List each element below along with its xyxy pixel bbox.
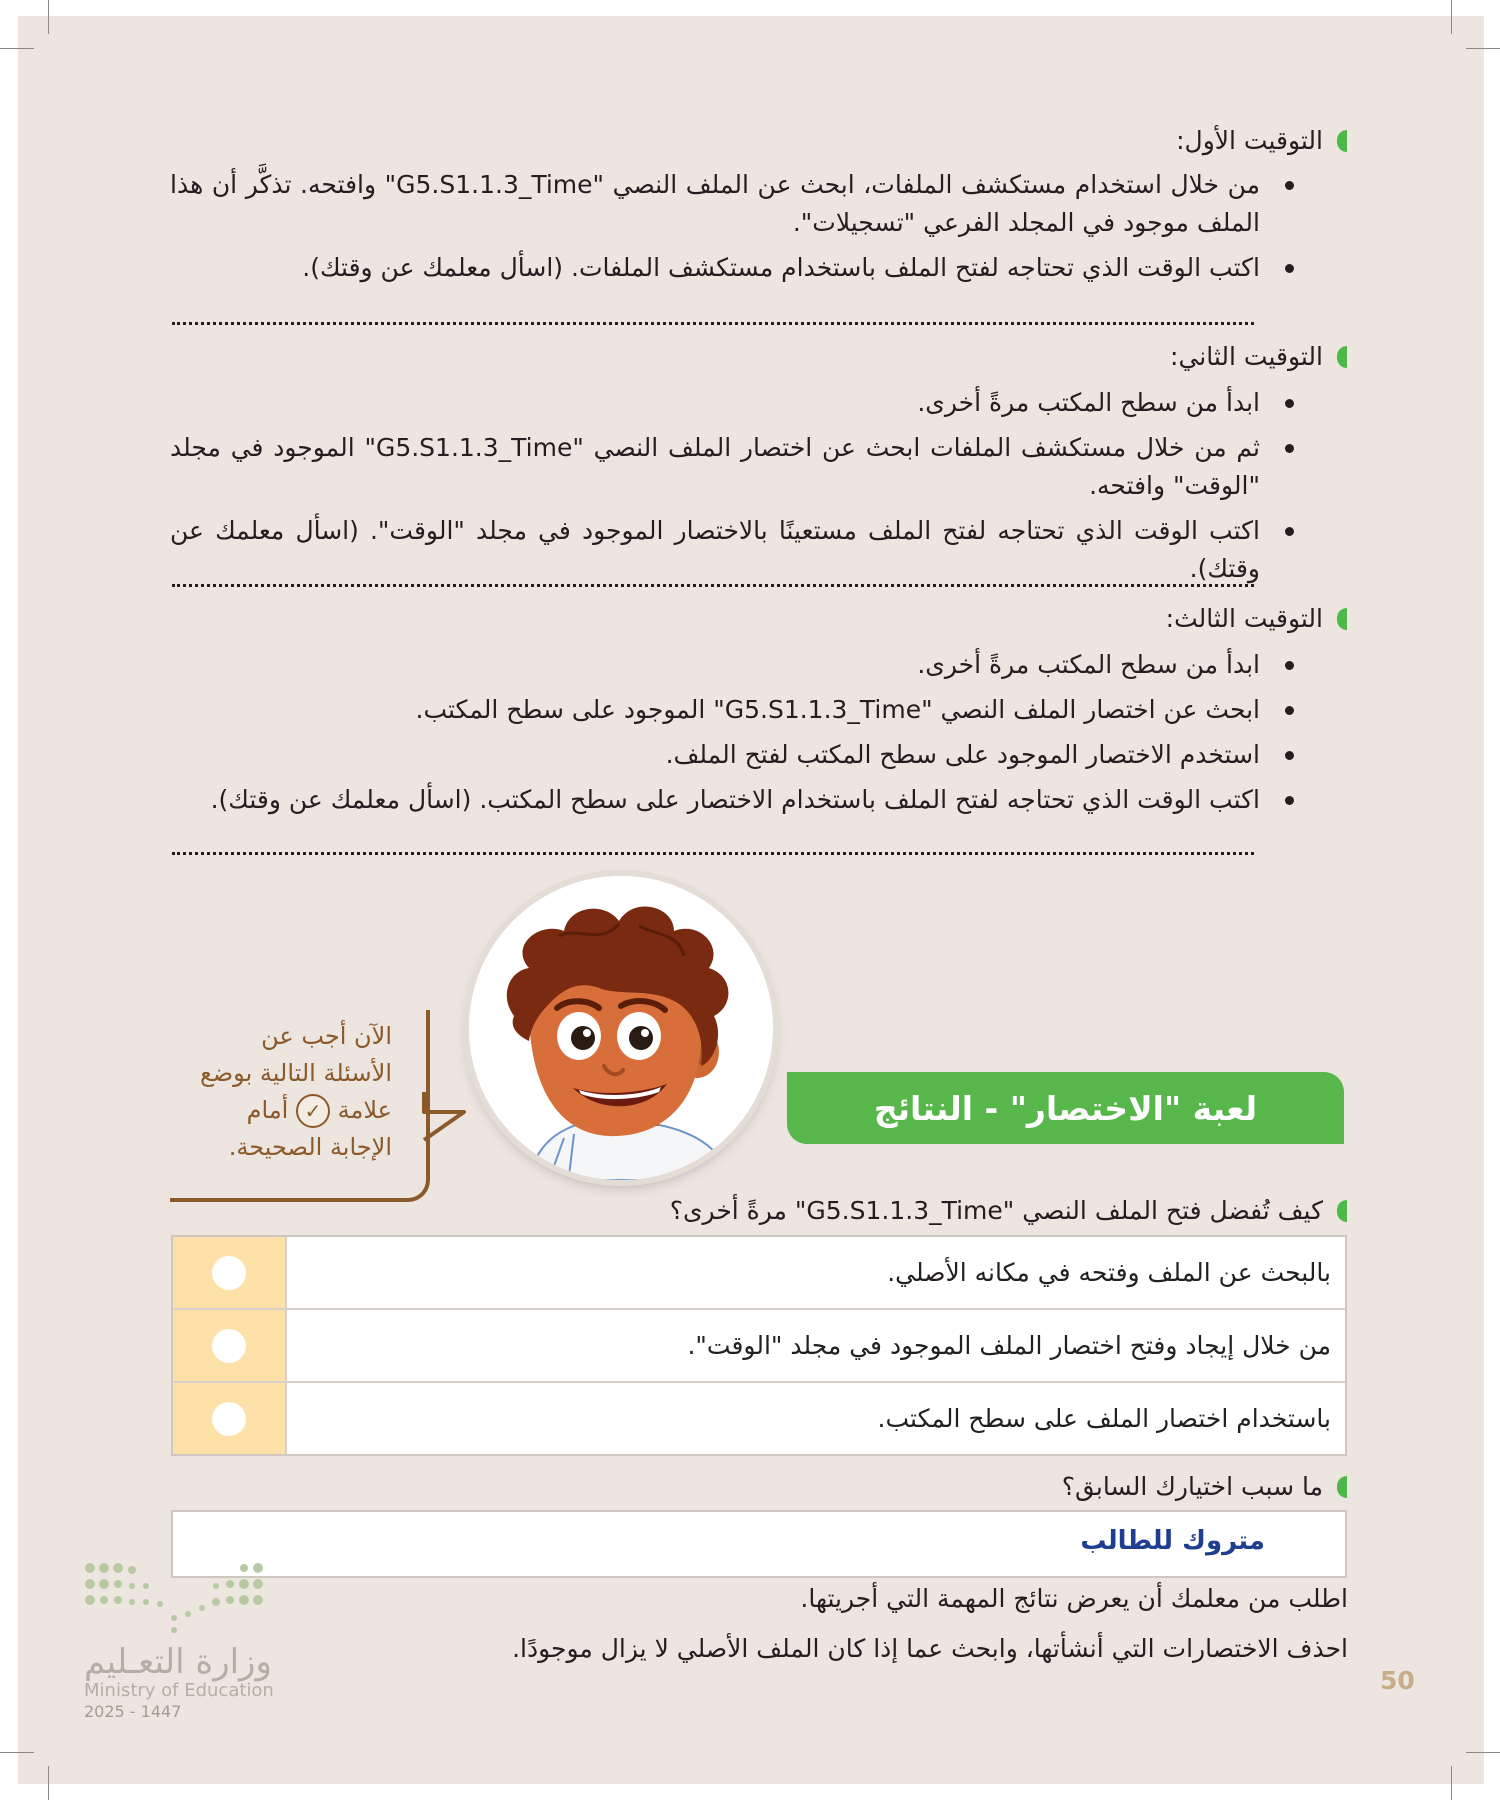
- list-item: ابدأ من سطح المكتب مرةً أخرى.: [170, 646, 1300, 684]
- options-table: [171, 1235, 1347, 1456]
- crop-mark: [1466, 1752, 1500, 1753]
- bullet-list-2: [170, 384, 1300, 595]
- section-banner: لعبة "الاختصار" - النتائج: [787, 1072, 1344, 1144]
- ministry-logo-icon: [84, 1562, 266, 1634]
- option-radio-cell[interactable]: [173, 1383, 287, 1454]
- crop-mark: [0, 48, 34, 49]
- option-label: بالبحث عن الملف وفتحه في مكانه الأصلي.: [887, 1258, 1331, 1287]
- radio-circle-icon[interactable]: [212, 1402, 246, 1436]
- ministry-name-english: Ministry of Education: [84, 1680, 274, 1701]
- green-marker-icon: [1337, 608, 1347, 630]
- option-radio-cell[interactable]: [173, 1237, 287, 1308]
- list-item: استخدم الاختصار الموجود على سطح المكتب لفتح الملف.: [170, 736, 1300, 774]
- bullet-list-1: [170, 166, 1300, 294]
- list-item: ثم من خلال مستكشف الملفات ابحث عن اختصار الملف النصي "G5.S1.1.3_Time" الموجود في مجلد "الوقت" وافتحه.: [170, 429, 1300, 505]
- bullet-list-3: [170, 646, 1300, 826]
- option-label: من خلال إيجاد وفتح اختصار الملف الموجود في مجلد "الوقت".: [687, 1331, 1331, 1360]
- crop-mark: [1451, 0, 1452, 34]
- answer-dotted-line-1[interactable]: [172, 322, 1254, 325]
- edition-year: 2025 - 1447: [84, 1702, 182, 1721]
- checkmark-icon: ✓: [296, 1094, 330, 1128]
- radio-circle-icon[interactable]: [212, 1256, 246, 1290]
- crop-mark: [48, 0, 49, 34]
- option-label: باستخدام اختصار الملف على سطح المكتب.: [877, 1404, 1331, 1433]
- page-number: 50: [1380, 1666, 1415, 1695]
- option-row[interactable]: [173, 1381, 1345, 1454]
- section-heading-3: التوقيت الثالث:: [170, 604, 1347, 633]
- answer-dotted-line-2[interactable]: [172, 584, 1254, 587]
- speech-bubble-tail: [420, 1092, 470, 1152]
- option-radio-cell[interactable]: [173, 1310, 287, 1381]
- question-2: ما سبب اختيارك السابق؟: [170, 1472, 1347, 1501]
- list-item: اكتب الوقت الذي تحتاجه لفتح الملف مستعينًا بالاختصار الموجود في مجلد "الوقت". (اسأل معلمك عن وقتك).: [170, 512, 1300, 588]
- green-marker-icon: [1337, 130, 1347, 152]
- option-row[interactable]: [173, 1308, 1345, 1381]
- answer-dotted-line-3[interactable]: [172, 852, 1254, 855]
- ministry-name-arabic: وزارة التعـليم: [84, 1642, 272, 1682]
- instruction-line-2: احذف الاختصارات التي أنشأتها، وابحث عما إذا كان الملف الأصلي لا يزال موجودًا.: [512, 1634, 1348, 1663]
- green-marker-icon: [1337, 346, 1347, 368]
- crop-mark: [48, 1766, 49, 1800]
- list-item: اكتب الوقت الذي تحتاجه لفتح الملف باستخدام مستكشف الملفات. (اسأل معلمك عن وقتك).: [170, 249, 1300, 287]
- list-item: اكتب الوقت الذي تحتاجه لفتح الملف باستخدام الاختصار على سطح المكتب. (اسأل معلمك عن وقتك).: [170, 781, 1300, 819]
- answer-placeholder: متروك للطالب: [1080, 1526, 1265, 1556]
- answer-box[interactable]: [171, 1510, 1347, 1578]
- list-item: ابحث عن اختصار الملف النصي "G5.S1.1.3_Time" الموجود على سطح المكتب.: [170, 691, 1300, 729]
- option-row[interactable]: [173, 1237, 1345, 1308]
- list-item: من خلال استخدام مستكشف الملفات، ابحث عن الملف النصي "G5.S1.1.3_Time" وافتحه. تذكَّر أن هذا الملف موجود في المجلد الفرعي "تسجيلات".: [170, 166, 1300, 242]
- section-heading-1: التوقيت الأول:: [170, 126, 1347, 155]
- green-marker-icon: [1337, 1200, 1347, 1222]
- crop-mark: [1451, 1766, 1452, 1800]
- student-character-avatar: [469, 876, 773, 1180]
- speech-bubble-text: الآن أجب عن الأسئلة التالية بوضع علامة ✓ أمام الإجابة الصحيحة.: [200, 1022, 392, 1161]
- crop-mark: [1466, 48, 1500, 49]
- green-marker-icon: [1337, 1476, 1347, 1498]
- section-heading-2: التوقيت الثاني:: [170, 342, 1347, 371]
- boy-face-icon: [469, 876, 773, 1180]
- instruction-line-1: اطلب من معلمك أن يعرض نتائج المهمة التي أجريتها.: [800, 1584, 1348, 1613]
- list-item: ابدأ من سطح المكتب مرةً أخرى.: [170, 384, 1300, 422]
- question-1: كيف تُفضل فتح الملف النصي "G5.S1.1.3_Time" مرةً أخرى؟: [170, 1196, 1347, 1225]
- radio-circle-icon[interactable]: [212, 1329, 246, 1363]
- crop-mark: [0, 1752, 34, 1753]
